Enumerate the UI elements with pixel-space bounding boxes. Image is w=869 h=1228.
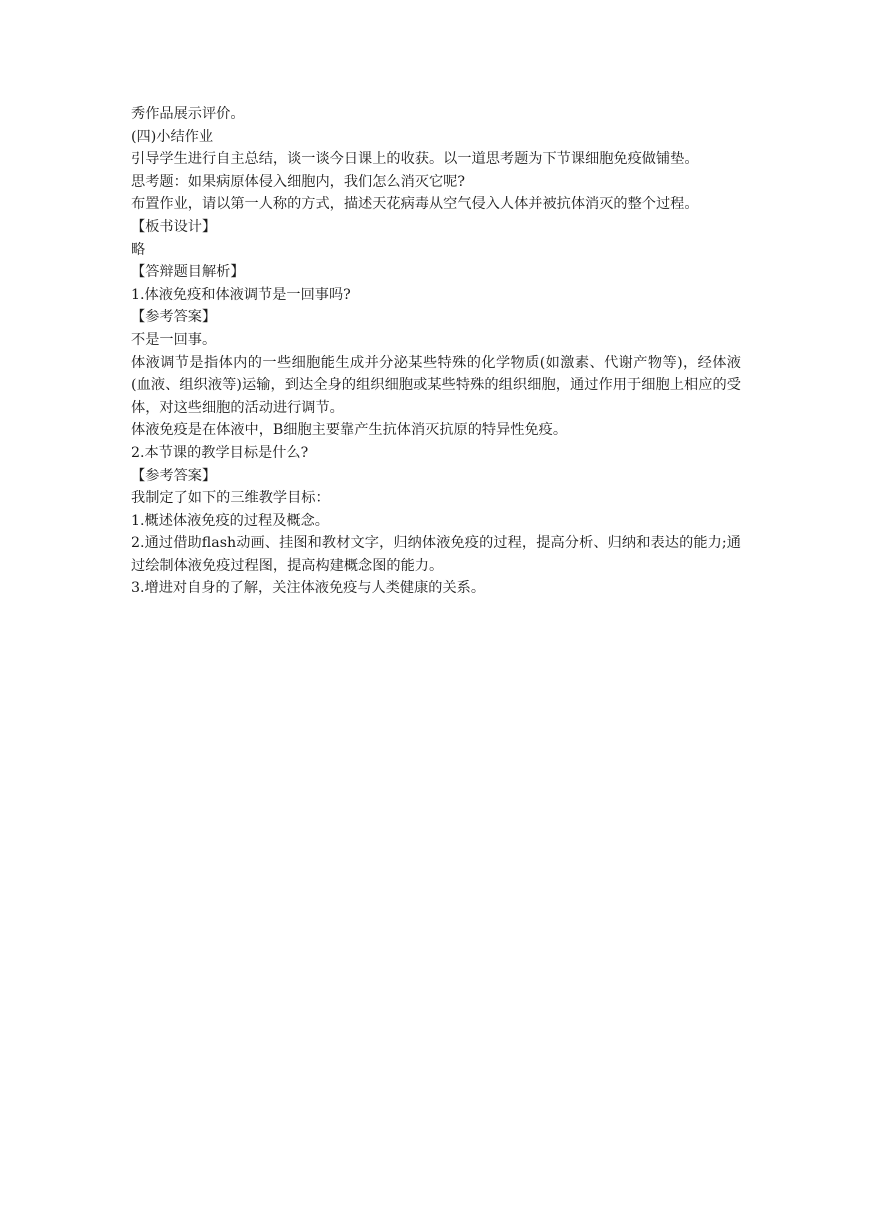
section-heading-defense-questions: 【答辩题目解析】 [131, 264, 245, 281]
answer-heading-1: 【参考答案】 [131, 309, 217, 326]
answer-heading-2: 【参考答案】 [131, 467, 217, 484]
text-line: 我制定了如下的三维教学目标： [131, 490, 330, 507]
text-line: 引导学生进行自主总结，谈一谈今日课上的收获。以一道思考题为下节课细胞免疫做铺垫。 [131, 151, 699, 168]
text-line: 体液免疫是在体液中，B细胞主要靠产生抗体消灭抗原的特异性免疫。 [131, 422, 568, 439]
text-line: 思考题：如果病原体侵入细胞内，我们怎么消灭它呢? [131, 173, 465, 190]
paragraph-humoral-regulation: 体液调节是指体内的一些细胞能生成并分泌某些特殊的化学物质(如激素、代谢产物等)，经体液(血液、组织液等)运输，到达全身的组织细胞或某些特殊的组织细胞，通过作用于细胞上相应的受体，对这些细胞的活动进行调节。 [131, 354, 741, 416]
question-2: 2.本节课的教学目标是什么? [131, 444, 309, 461]
goal-item: 2.通过借助flash动画、挂图和教材文字，归纳体液免疫的过程，提高分析、归纳和表达的能力;通过绘制体液免疫过程图，提高构建概念图的能力。 [131, 535, 741, 574]
section-heading-board-design: 【板书设计】 [131, 218, 217, 235]
text-line: 秀作品展示评价。 [131, 106, 245, 122]
text-line: 布置作业，请以第一人称的方式，描述天花病毒从空气侵入人体并被抗体消灭的整个过程。 [131, 196, 699, 213]
question-1: 1.体液免疫和体液调节是一回事吗? [131, 286, 351, 303]
section-heading-summary: (四)小结作业 [131, 128, 214, 145]
document-body [131, 103, 741, 600]
text-line: 略 [131, 241, 146, 258]
goal-item: 3.增进对自身的了解，关注体液免疫与人类健康的关系。 [131, 580, 486, 597]
goal-item: 1.概述体液免疫的过程及概念。 [131, 512, 329, 529]
text-line: 不是一回事。 [131, 331, 217, 348]
